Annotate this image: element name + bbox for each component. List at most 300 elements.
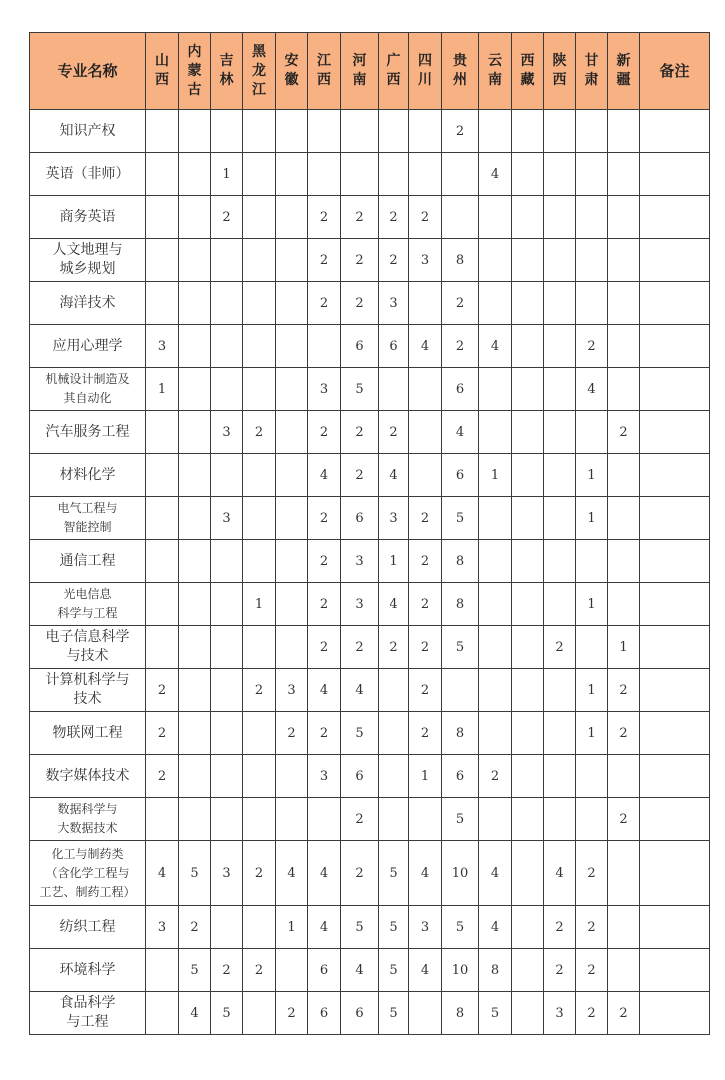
quota-cell — [243, 540, 276, 583]
quota-cell: 5 — [341, 712, 379, 755]
quota-cell — [179, 368, 211, 411]
quota-cell — [544, 712, 576, 755]
quota-cell: 8 — [442, 239, 479, 282]
quota-cell — [512, 583, 544, 626]
quota-cell: 5 — [341, 368, 379, 411]
quota-cell — [276, 411, 308, 454]
quota-cell — [576, 411, 608, 454]
quota-cell: 1 — [608, 626, 640, 669]
notes-cell — [640, 798, 710, 841]
quota-cell — [379, 153, 409, 196]
quota-cell — [379, 755, 409, 798]
quota-cell: 2 — [341, 239, 379, 282]
quota-cell — [276, 583, 308, 626]
major-name: 机械设计制造及 其自动化 — [45, 372, 130, 405]
notes-cell — [640, 841, 710, 906]
quota-cell — [544, 669, 576, 712]
quota-cell: 4 — [379, 583, 409, 626]
province-label: 云南 — [488, 53, 502, 88]
quota-cell: 2 — [308, 411, 341, 454]
major-name: 环境科学 — [59, 961, 116, 978]
quota-cell: 2 — [409, 196, 442, 239]
quota-cell — [276, 325, 308, 368]
quota-cell — [211, 669, 243, 712]
major-name: 通信工程 — [59, 552, 116, 569]
quota-cell: 6 — [341, 992, 379, 1035]
quota-cell: 3 — [146, 325, 179, 368]
quota-cell — [211, 282, 243, 325]
quota-cell — [243, 110, 276, 153]
province-label: 新疆 — [616, 53, 631, 88]
quota-cell — [243, 992, 276, 1035]
quota-cell: 1 — [576, 669, 608, 712]
quota-cell — [479, 497, 512, 540]
quota-cell: 2 — [211, 949, 243, 992]
quota-cell: 2 — [308, 583, 341, 626]
quota-cell: 4 — [576, 368, 608, 411]
quota-cell: 5 — [179, 949, 211, 992]
quota-cell — [544, 454, 576, 497]
major-name-cell — [30, 669, 146, 712]
quota-cell: 4 — [479, 325, 512, 368]
table-row — [30, 583, 710, 626]
quota-cell — [409, 454, 442, 497]
notes-cell — [640, 583, 710, 626]
quota-cell: 2 — [544, 626, 576, 669]
quota-cell — [512, 282, 544, 325]
quota-cell — [544, 540, 576, 583]
quota-cell: 2 — [341, 798, 379, 841]
quota-cell — [211, 583, 243, 626]
quota-cell: 6 — [442, 454, 479, 497]
major-name: 知识产权 — [59, 122, 116, 139]
quota-cell — [211, 110, 243, 153]
quota-cell — [243, 368, 276, 411]
province-header — [146, 33, 179, 110]
major-name: 食品科学 与工程 — [59, 995, 116, 1030]
province-label: 江西 — [317, 53, 331, 88]
quota-cell: 3 — [379, 497, 409, 540]
quota-cell — [146, 454, 179, 497]
quota-cell — [544, 110, 576, 153]
major-name-cell — [30, 712, 146, 755]
quota-cell: 6 — [341, 497, 379, 540]
quota-cell: 3 — [308, 368, 341, 411]
quota-cell: 6 — [442, 368, 479, 411]
province-label: 贵州 — [453, 53, 467, 88]
quota-cell: 2 — [608, 669, 640, 712]
quota-cell — [608, 906, 640, 949]
quota-cell — [276, 110, 308, 153]
quota-cell — [608, 239, 640, 282]
quota-cell — [379, 669, 409, 712]
quota-cell — [544, 153, 576, 196]
province-header — [179, 33, 211, 110]
notes-cell — [640, 153, 710, 196]
quota-cell: 2 — [409, 712, 442, 755]
quota-cell — [512, 497, 544, 540]
province-label: 河南 — [352, 53, 367, 88]
quota-cell — [243, 325, 276, 368]
quota-cell — [179, 411, 211, 454]
province-header — [576, 33, 608, 110]
major-name: 数字媒体技术 — [45, 767, 130, 784]
notes-cell — [640, 454, 710, 497]
major-name: 纺织工程 — [59, 918, 116, 935]
quota-cell: 5 — [211, 992, 243, 1035]
quota-cell — [276, 282, 308, 325]
quota-cell: 1 — [576, 712, 608, 755]
province-header — [379, 33, 409, 110]
notes-cell — [640, 239, 710, 282]
quota-cell — [211, 798, 243, 841]
quota-cell: 2 — [544, 949, 576, 992]
major-name-cell — [30, 626, 146, 669]
quota-cell: 2 — [479, 755, 512, 798]
quota-cell — [211, 712, 243, 755]
quota-cell — [179, 454, 211, 497]
major-name: 人文地理与 城乡规划 — [52, 242, 123, 277]
quota-cell: 1 — [576, 454, 608, 497]
quota-cell: 3 — [341, 540, 379, 583]
quota-cell — [479, 282, 512, 325]
quota-cell — [512, 798, 544, 841]
quota-cell: 2 — [146, 755, 179, 798]
quota-cell — [276, 454, 308, 497]
major-name-cell — [30, 497, 146, 540]
province-label: 广西 — [386, 53, 401, 88]
quota-cell — [479, 626, 512, 669]
province-label: 安徽 — [284, 53, 299, 88]
quota-cell — [512, 153, 544, 196]
quota-cell: 2 — [442, 110, 479, 153]
quota-cell — [211, 906, 243, 949]
quota-cell — [544, 755, 576, 798]
major-name: 数据科学与 大数据技术 — [57, 802, 118, 835]
quota-cell — [379, 110, 409, 153]
quota-cell — [409, 411, 442, 454]
quota-cell: 2 — [608, 712, 640, 755]
quota-cell: 2 — [341, 411, 379, 454]
quota-cell: 4 — [341, 949, 379, 992]
quota-cell — [479, 239, 512, 282]
quota-cell: 10 — [442, 949, 479, 992]
major-name-cell — [30, 454, 146, 497]
quota-cell — [512, 906, 544, 949]
quota-cell — [179, 626, 211, 669]
quota-cell: 4 — [146, 841, 179, 906]
quota-cell — [179, 239, 211, 282]
quota-cell: 2 — [341, 841, 379, 906]
quota-cell — [512, 540, 544, 583]
quota-cell: 6 — [308, 992, 341, 1035]
quota-cell: 4 — [308, 906, 341, 949]
quota-cell — [608, 949, 640, 992]
quota-cell — [608, 368, 640, 411]
quota-cell — [608, 454, 640, 497]
quota-cell — [211, 368, 243, 411]
quota-cell: 2 — [442, 325, 479, 368]
quota-cell: 1 — [211, 153, 243, 196]
quota-cell: 3 — [341, 583, 379, 626]
quota-cell — [243, 196, 276, 239]
quota-cell — [608, 110, 640, 153]
province-header — [211, 33, 243, 110]
quota-cell — [379, 368, 409, 411]
table-row — [30, 368, 710, 411]
quota-cell: 2 — [576, 906, 608, 949]
quota-cell: 8 — [442, 992, 479, 1035]
quota-cell — [608, 497, 640, 540]
quota-cell: 5 — [379, 992, 409, 1035]
quota-cell — [479, 411, 512, 454]
quota-cell — [146, 239, 179, 282]
quota-cell — [608, 153, 640, 196]
quota-cell — [576, 540, 608, 583]
quota-cell — [146, 497, 179, 540]
table-row — [30, 755, 710, 798]
quota-cell: 2 — [379, 196, 409, 239]
quota-cell — [243, 239, 276, 282]
quota-cell: 5 — [379, 906, 409, 949]
quota-cell: 1 — [379, 540, 409, 583]
quota-cell — [479, 583, 512, 626]
quota-cell: 1 — [243, 583, 276, 626]
quota-cell — [479, 712, 512, 755]
quota-cell: 5 — [442, 906, 479, 949]
quota-cell — [379, 712, 409, 755]
major-name: 电气工程与 智能控制 — [57, 501, 118, 534]
quota-cell: 2 — [608, 411, 640, 454]
quota-cell — [576, 153, 608, 196]
quota-cell — [243, 755, 276, 798]
quota-cell: 2 — [308, 712, 341, 755]
province-header — [276, 33, 308, 110]
quota-cell — [512, 669, 544, 712]
quota-cell — [243, 712, 276, 755]
quota-cell: 2 — [341, 196, 379, 239]
major-name-cell — [30, 540, 146, 583]
quota-cell: 8 — [442, 540, 479, 583]
quota-cell — [544, 282, 576, 325]
quota-cell — [442, 669, 479, 712]
quota-cell — [544, 368, 576, 411]
major-name-cell — [30, 798, 146, 841]
quota-cell: 2 — [276, 712, 308, 755]
quota-cell — [479, 110, 512, 153]
notes-cell — [640, 282, 710, 325]
notes-cell — [640, 626, 710, 669]
quota-cell: 4 — [442, 411, 479, 454]
quota-cell: 5 — [442, 497, 479, 540]
quota-cell: 2 — [379, 411, 409, 454]
quota-cell — [211, 454, 243, 497]
quota-cell — [276, 497, 308, 540]
quota-cell — [146, 153, 179, 196]
quota-cell — [608, 583, 640, 626]
quota-cell — [146, 583, 179, 626]
quota-cell: 2 — [146, 669, 179, 712]
quota-cell: 2 — [544, 906, 576, 949]
major-name-cell — [30, 196, 146, 239]
quota-cell — [512, 841, 544, 906]
table-row — [30, 411, 710, 454]
notes-cell — [640, 755, 710, 798]
province-label: 山西 — [155, 53, 169, 88]
quota-cell — [243, 454, 276, 497]
quota-cell — [479, 196, 512, 239]
quota-cell — [512, 626, 544, 669]
table-row — [30, 798, 710, 841]
quota-cell — [608, 282, 640, 325]
major-name: 商务英语 — [59, 208, 116, 225]
quota-cell: 2 — [409, 626, 442, 669]
quota-cell — [608, 540, 640, 583]
quota-cell: 3 — [276, 669, 308, 712]
quota-cell — [576, 196, 608, 239]
quota-cell: 1 — [146, 368, 179, 411]
quota-cell: 2 — [243, 669, 276, 712]
province-label: 陕西 — [552, 53, 567, 88]
quota-cell — [576, 110, 608, 153]
table-row — [30, 949, 710, 992]
quota-cell — [479, 669, 512, 712]
province-header — [442, 33, 479, 110]
quota-cell: 6 — [442, 755, 479, 798]
quota-cell — [179, 669, 211, 712]
province-header — [243, 33, 276, 110]
quota-cell — [544, 325, 576, 368]
quota-cell: 2 — [308, 626, 341, 669]
quota-cell — [409, 153, 442, 196]
quota-cell: 1 — [576, 583, 608, 626]
table-row — [30, 626, 710, 669]
quota-cell — [544, 583, 576, 626]
quota-cell: 2 — [308, 540, 341, 583]
quota-cell: 2 — [146, 712, 179, 755]
quota-cell — [276, 368, 308, 411]
quota-cell: 3 — [409, 906, 442, 949]
major-name-cell — [30, 368, 146, 411]
quota-cell — [576, 626, 608, 669]
table-row — [30, 497, 710, 540]
table-row — [30, 153, 710, 196]
quota-cell — [409, 798, 442, 841]
quota-cell — [211, 626, 243, 669]
quota-cell — [179, 196, 211, 239]
quota-cell — [576, 239, 608, 282]
quota-cell: 2 — [341, 282, 379, 325]
major-name: 电子信息科学 与技术 — [45, 629, 130, 664]
quota-cell: 2 — [409, 497, 442, 540]
major-name: 化工与制药类 （含化学工程与 工艺、制药工程） — [39, 846, 136, 899]
quota-cell — [243, 906, 276, 949]
quota-cell: 2 — [243, 949, 276, 992]
quota-cell: 2 — [341, 454, 379, 497]
quota-cell: 2 — [276, 992, 308, 1035]
quota-cell: 2 — [308, 497, 341, 540]
quota-cell: 4 — [479, 841, 512, 906]
quota-cell — [442, 153, 479, 196]
table-row — [30, 540, 710, 583]
quota-cell — [179, 540, 211, 583]
quota-cell: 2 — [576, 992, 608, 1035]
quota-cell: 2 — [576, 325, 608, 368]
quota-cell — [146, 798, 179, 841]
quota-cell: 4 — [179, 992, 211, 1035]
notes-cell — [640, 906, 710, 949]
quota-cell — [479, 540, 512, 583]
notes-cell — [640, 325, 710, 368]
notes-cell — [640, 497, 710, 540]
quota-cell — [608, 841, 640, 906]
quota-cell: 5 — [341, 906, 379, 949]
quota-cell: 2 — [576, 949, 608, 992]
notes-cell — [640, 411, 710, 454]
table-row — [30, 712, 710, 755]
quota-cell: 4 — [409, 949, 442, 992]
quota-cell — [512, 368, 544, 411]
quota-cell: 6 — [379, 325, 409, 368]
table-row — [30, 282, 710, 325]
quota-cell — [211, 239, 243, 282]
quota-cell — [576, 282, 608, 325]
quota-cell: 2 — [211, 196, 243, 239]
quota-cell — [146, 626, 179, 669]
major-name-cell — [30, 282, 146, 325]
quota-cell — [243, 497, 276, 540]
quota-cell — [544, 411, 576, 454]
quota-cell — [243, 153, 276, 196]
quota-cell — [308, 325, 341, 368]
quota-cell — [276, 239, 308, 282]
quota-cell — [146, 992, 179, 1035]
quota-cell — [512, 110, 544, 153]
quota-cell — [276, 798, 308, 841]
major-name-header: 专业名称 — [30, 33, 146, 110]
quota-cell — [146, 540, 179, 583]
quota-cell — [479, 798, 512, 841]
quota-cell — [276, 540, 308, 583]
major-name-cell — [30, 906, 146, 949]
table-row — [30, 841, 710, 906]
quota-cell — [179, 110, 211, 153]
quota-cell: 3 — [211, 497, 243, 540]
quota-cell: 3 — [146, 906, 179, 949]
quota-cell — [512, 411, 544, 454]
quota-cell — [243, 798, 276, 841]
province-label: 西藏 — [520, 53, 535, 88]
quota-cell — [211, 325, 243, 368]
quota-cell: 1 — [276, 906, 308, 949]
province-header — [308, 33, 341, 110]
quota-cell: 4 — [276, 841, 308, 906]
quota-cell — [276, 755, 308, 798]
header-row — [30, 33, 710, 110]
quota-cell — [146, 411, 179, 454]
table-row — [30, 325, 710, 368]
quota-cell — [146, 282, 179, 325]
quota-cell: 4 — [379, 454, 409, 497]
province-header — [341, 33, 379, 110]
quota-cell — [409, 282, 442, 325]
quota-cell — [379, 798, 409, 841]
notes-cell — [640, 540, 710, 583]
enrollment-table — [29, 32, 710, 1035]
quota-cell — [243, 626, 276, 669]
quota-cell: 4 — [308, 669, 341, 712]
quota-cell — [409, 368, 442, 411]
